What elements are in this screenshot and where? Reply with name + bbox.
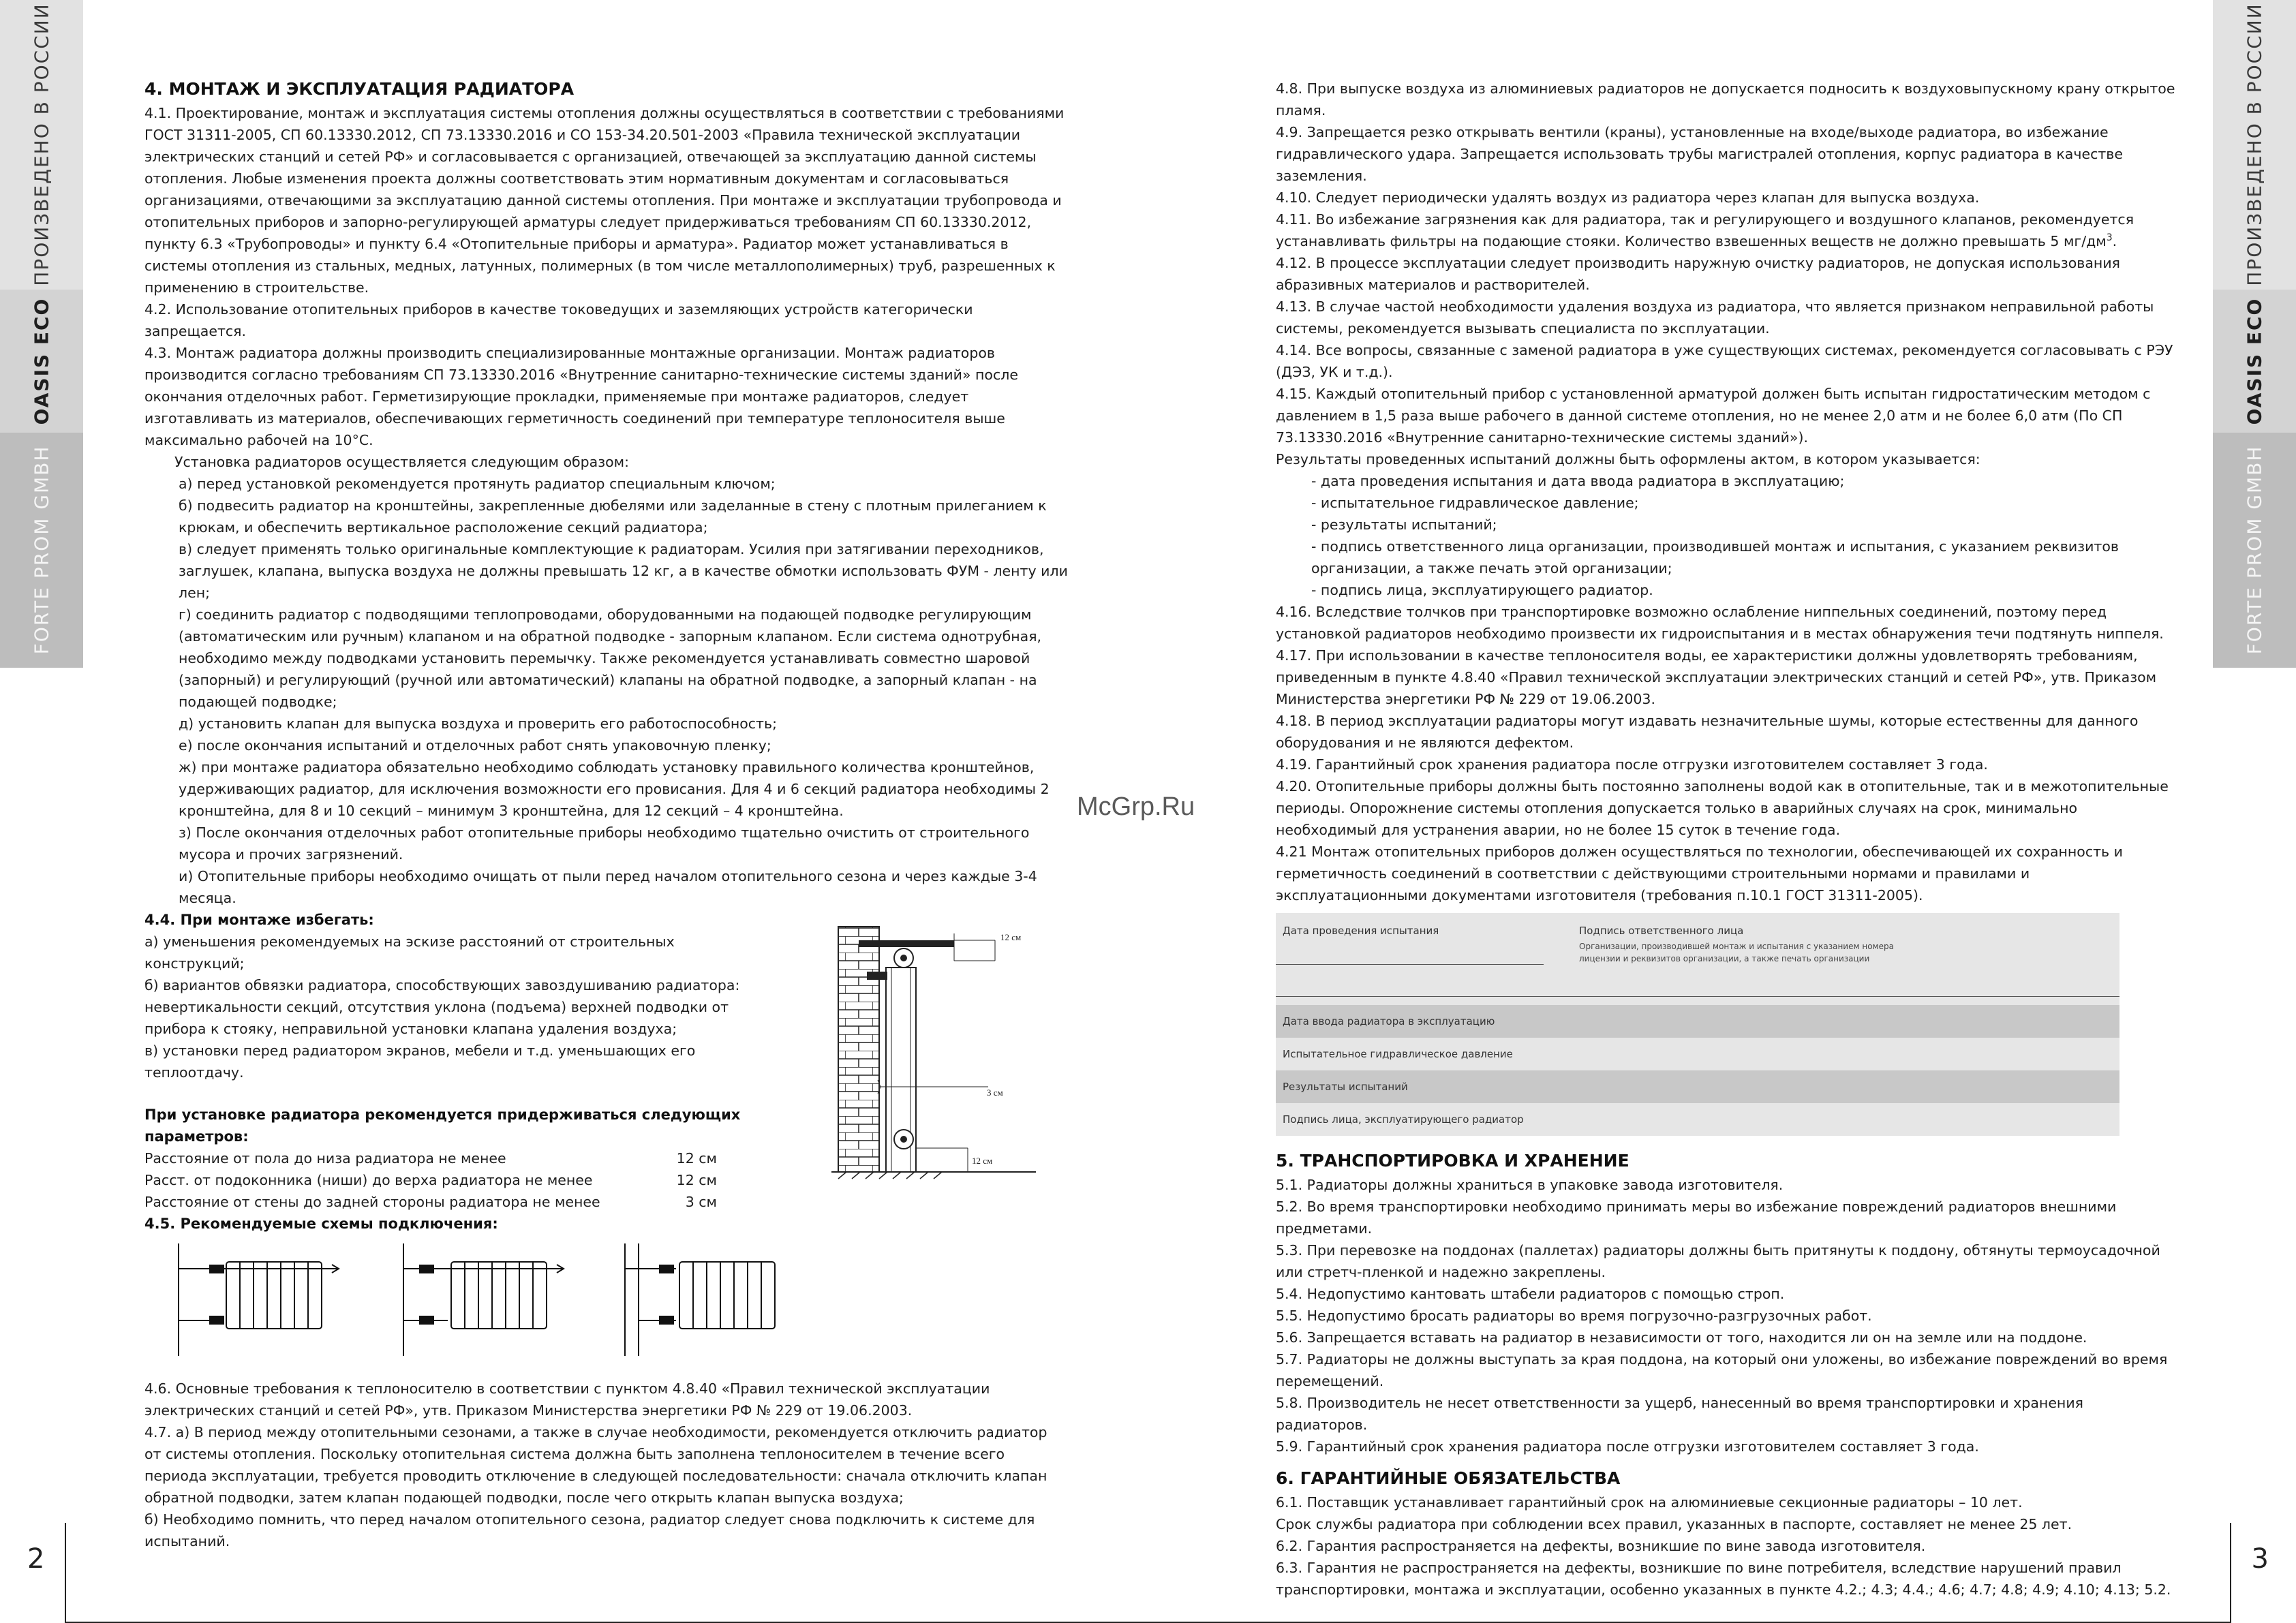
para-4-6: 4.6. Основные требования к теплоносителю в соответствии с пунктом 4.8.40 «Правил технической эксплуатации электрических станций и сетей РФ», утв. Приказом Министерства энергетики РФ № 229 от 19.06.2003.: [144, 1380, 990, 1419]
transport-item: 5.4. Недопустимо кантовать штабели радиаторов с помощью строп.: [1276, 1286, 1785, 1302]
warranty-item: 6.3. Гарантия не распространяется на дефекты, возникшие по вине потребителя, вследствие нарушений правил транспортировки, монтажа и эксплуатации, особенно указанных в пункте 4.2.; 4.3; 4.4.; 4.6; 4.7; 4.8; 4.9; 4.10; 4.13; 5.2.: [1276, 1560, 2171, 1598]
params-row: [144, 1191, 778, 1213]
params-table: [144, 1147, 778, 1213]
param-value: 3 см: [685, 1194, 717, 1210]
params-row: [144, 1147, 778, 1169]
para-4-19: 4.19. Гарантийный срок хранения радиатора после отгрузки изготовителем составляет 3 года.: [1276, 756, 1988, 773]
form-header: [1276, 913, 2119, 1005]
date-field-line: [1276, 964, 1544, 965]
install-step: ж) при монтаже радиатора обязательно необходимо соблюдать установку правильного количества кронштейнов, удерживающих радиатор, для исключения возможности его провисания. Для 4 и 6 секций радиатора необходимы 2 кронштейна, для 8 и 10 секций – минимум 3 кронштейна, для 12 секций – 4 кронштейна.: [179, 759, 1050, 819]
dim-label-bottom: 12 см: [972, 1156, 993, 1166]
section-4-4-title: 4.4. При монтаже избегать:: [144, 912, 374, 928]
transport-item: 5.6. Запрещается вставать на радиатор в независимости от того, находится ли он на земле или на поддоне.: [1276, 1329, 2087, 1346]
section-6-title: 6. ГАРАНТИЙНЫЕ ОБЯЗАТЕЛЬСТВА: [1276, 1468, 1621, 1488]
avoid-item: б) вариантов обвязки радиатора, способствующих завоздушиванию радиатора: невертикальности секций, отсутствия уклона (подъема) верхней подводки от прибора к стояку, неправильной установки клапана удаления воздуха;: [144, 977, 740, 1037]
results-item: - дата проведения испытания и дата ввода радиатора в эксплуатацию;: [1311, 473, 1845, 489]
test-date-label: Дата проведения испытания: [1283, 925, 1439, 937]
scheme-diagram-3: [622, 1240, 819, 1359]
warranty-item: 6.1. Поставщик устанавливает гарантийный срок на алюминиевые секционные радиаторы – 10 лет.: [1276, 1494, 2023, 1511]
wall: [838, 927, 879, 1172]
connection-schemes: [144, 1235, 1068, 1371]
install-step: и) Отопительные приборы необходимо очищать от пыли перед началом отопительного сезона и через каждые 3-4 месяца.: [179, 868, 1037, 906]
warranty-item: 6.2. Гарантия распространяется на дефекты, возникшие по вине завода изготовителя.: [1276, 1538, 1926, 1554]
form-row: Подпись лица, эксплуатирующего радиатор: [1276, 1103, 2119, 1136]
transport-item: 5.5. Недопустимо бросать радиаторы во время погрузочно-разгрузочных работ.: [1276, 1308, 1872, 1324]
signature-note: Организации, производившей монтаж и испытания с указанием номера лицензии и реквизитов организации, а также печать организации: [1579, 942, 1894, 963]
params-title: При установке радиатора рекомендуется придерживаться следующих параметров:: [144, 1107, 741, 1145]
signature-label: Подпись ответственного лица: [1579, 925, 1744, 937]
model-label: OASIS ECO: [2243, 297, 2266, 425]
page-number-right: 3: [2251, 1543, 2269, 1575]
para-4-10: 4.10. Следует периодически удалять воздух из радиатора через клапан для выпуска воздуха.: [1276, 189, 1980, 206]
side-tab-right: [2213, 0, 2296, 668]
page-number-left: 2: [27, 1543, 45, 1575]
avoid-item: в) установки перед радиатором экранов, мебели и т.д. уменьшающих его теплоотдачу.: [144, 1042, 696, 1081]
para-4-8: 4.8. При выпуске воздуха из алюминиевых радиаторов не допускается подносить к воздуховыпускному крану открытое пламя.: [1276, 80, 2175, 119]
made-in-label: ПРОИЗВЕДЕНО В РОССИИ: [30, 3, 53, 286]
param-label: Расст. от подоконника (ниши) до верха радиатора не менее: [144, 1172, 593, 1188]
watermark: McGrp.Ru: [1077, 792, 1195, 821]
section-5-title: 5. ТРАНСПОРТИРОВКА И ХРАНЕНИЕ: [1276, 1151, 1629, 1171]
para-4-7b: б) Необходимо помнить, что перед началом отопительного сезона, радиатор следует снова подключить к системе для испытаний.: [144, 1511, 1035, 1549]
warranty-item: Срок службы радиатора при соблюдении всех правил, указанных в паспорте, составляет не менее 25 лет.: [1276, 1516, 2072, 1532]
results-item: - результаты испытаний;: [1311, 516, 1497, 533]
side-tab-left: [0, 0, 83, 668]
transport-item: 5.2. Во время транспортировки необходимо принимать меры во избежание повреждений радиаторов внешними предметами.: [1276, 1199, 2117, 1237]
model-label: OASIS ECO: [30, 297, 53, 425]
test-record-form: [1276, 913, 2119, 1136]
params-row: [144, 1169, 778, 1191]
transport-item: 5.7. Радиаторы не должны выступать за края поддона, на который они уложены, во избежание повреждений во время перемещений.: [1276, 1351, 2168, 1389]
param-label: Расстояние от пола до низа радиатора не менее: [144, 1150, 506, 1166]
para-4-12: 4.12. В процессе эксплуатации следует производить наружную очистку радиаторов, не допуская использования абразивных материалов и растворителей.: [1276, 255, 2120, 293]
para-4-13: 4.13. В случае частой необходимости удаления воздуха из радиатора, что является признаком неправильной работы системы, рекомендуется вызывать специалиста по эксплуатации.: [1276, 298, 2154, 337]
form-row: Испытательное гидравлическое давление: [1276, 1038, 2119, 1070]
param-value: 12 см: [676, 1172, 717, 1188]
install-step: а) перед установкой рекомендуется протянуть радиатор специальным ключом;: [179, 476, 776, 492]
transport-item: 5.9. Гарантийный срок хранения радиатора после отгрузки изготовителем составляет 3 года.: [1276, 1438, 1979, 1455]
para-4-9: 4.9. Запрещается резко открывать вентили (краны), установленные на входе/выходе радиатора, во избежание гидравлического удара. Запрещается использовать трубы магистралей отопления, корпус радиатора в качестве заземления.: [1276, 124, 2123, 184]
param-label: Расстояние от стены до задней стороны радиатора не менее: [144, 1194, 600, 1210]
made-in-label: ПРОИЗВЕДЕНО В РОССИИ: [2243, 3, 2266, 286]
avoid-section: [144, 909, 778, 1235]
results-item: - подпись ответственного лица организации, производившей монтаж и испытания, с указанием реквизитов организации, а также печать этой организации;: [1311, 538, 2119, 576]
left-column: [144, 78, 1068, 1552]
avoid-item: а) уменьшения рекомендуемых на эскизе расстояний от строительных конструкций;: [144, 933, 675, 972]
form-row: Результаты испытаний: [1276, 1070, 2119, 1103]
para-4-7: 4.7. а) В период между отопительными сезонами, а также в случае необходимости, рекомендуется отключить радиатор от системы отопления. Поскольку отопительная система должна быть заполнена теплоносителем в течение всего периода эксплуатации, требуется проводить отключение в следующей последовательности: сначала отключить клапан обратной подводки, затем клапан подающей подводки, после чего открыть клапан выпуска воздуха;: [144, 1424, 1047, 1506]
transport-item: 5.3. При перевозке на поддонах (паллетах) радиаторы должны быть притянуты к поддону, обтянуты термоусадочной или стретч-пленкой и надежно закреплены.: [1276, 1242, 2160, 1280]
scheme-diagram-2: [400, 1240, 598, 1359]
install-step: в) следует применять только оригинальные комплектующие к радиаторам. Усилия при затягивании переходников, заглушек, клапана, выпуска воздуха не должны превышать 12 кг, а в качестве обмотки использовать ФУМ - ленту или лен;: [179, 541, 1068, 601]
para-4-1: 4.1. Проектирование, монтаж и эксплуатация системы отопления должны осуществляться в соответствии с требованиями ГОСТ 31311-2005, СП 60.13330.2012, СП 73.13330.2016 и СО 153-34.20.501-2003 «Правила технической эксплуатации электрических станций и сетей РФ» и согласовывается с организацией, отвечающей за эксплуатацию данной системы отопления. Любые изменения проекта должны соответствовать этим нормативным документам и согласовываться организациями, отвечающими за эксплуатацию данной системы отопления. При монтаже и эксплуатации трубопровода и отопительных приборов и запорно-регулирующей арматуры следует придерживаться требованиям СП 60.13330.2012, пункту 6.3 «Трубопроводы» и пункту 6.4 «Отопительные приборы и арматура». Радиатор может устанавливаться в системы отопления из стальных, медных, латунных, полимерных (в том числе металлополимерных) труб, разрешенных к применению в строительстве.: [144, 105, 1065, 296]
page-rule-vertical: [65, 1523, 66, 1623]
para-4-20: 4.20. Отопительные приборы должны быть постоянно заполнены водой как в отопительные, так и в межотопительные периоды. Опорожнение системы отопления допускается только в аварийных случаях на срок, минимально необходимый для устранения аварии, но не более 15 суток в течение года.: [1276, 778, 2169, 838]
install-step: д) установить клапан для выпуска воздуха и проверить его работоспособность;: [179, 715, 777, 732]
form-row: Дата ввода радиатора в эксплуатацию: [1276, 1005, 2119, 1038]
para-4-11: 4.11. Во избежание загрязнения как для радиатора, так и регулирующего и воздушного клапанов, рекомендуется устанавливать фильтры на подающие стояки. Количество взвешенных веществ не должно превышать 5 $мг/дм^3$.: [1276, 211, 2134, 249]
company-label: FORTE PROM GMBH: [30, 445, 53, 655]
install-step: з) После окончания отделочных работ отопительные приборы необходимо тщательно очистить от строительного мусора и прочих загрязнений.: [179, 824, 1030, 863]
dim-label-top: 12 см: [1000, 932, 1022, 942]
results-item: - подпись лица, эксплуатирующего радиатор.: [1311, 582, 1653, 598]
para-4-16: 4.16. Вследствие толчков при транспортировке возможно ослабление ниппельных соединений, поэтому перед установкой радиаторов необходимо произвести их гидроиспытания и в местах обнаружения течи подтянуть ниппеля.: [1276, 604, 2164, 642]
results-item: - испытательное гидравлическое давление;: [1311, 495, 1639, 511]
para-4-17: 4.17. При использовании в качестве теплоносителя воды, ее характеристики должны удовлетворять требованиям, приведенным в пункте 4.8.40 «Правил технической эксплуатации электрических станций и сетей РФ», утв. Приказом Министерства энергетики РФ № 229 от 19.06.2003.: [1276, 647, 2157, 707]
param-value: 12 см: [676, 1150, 717, 1166]
para-4-14: 4.14. Все вопросы, связанные с заменой радиатора в уже существующих системах, рекомендуется согласовывать с РЭУ (ДЭЗ, УК и т.д.).: [1276, 342, 2173, 380]
para-4-21: 4.21 Монтаж отопительных приборов должен осуществляться по технологии, обеспечивающей их сохранность и герметичность соединений в соответствии с действующими строительными нормами и правилами и эксплуатационными документами изготовителя (требования п.10.1 ГОСТ 31311-2005).: [1276, 844, 2123, 903]
bracket: [867, 972, 887, 980]
para-4-18: 4.18. В период эксплуатации радиаторы могут издавать незначительные шумы, которые естественны для данного оборудования и не являются дефектом.: [1276, 713, 2139, 751]
section-4-5-title: 4.5. Рекомендуемые схемы подключения:: [144, 1216, 498, 1232]
install-intro: Установка радиаторов осуществляется следующим образом:: [174, 454, 630, 470]
install-step: е) после окончания испытаний и отделочных работ снять упаковочную пленку;: [179, 737, 771, 754]
signature-field-line: [1276, 996, 2119, 997]
page-rule-vertical: [2230, 1523, 2231, 1623]
dim-label-mid: 3 см: [987, 1087, 1003, 1098]
company-label: FORTE PROM GMBH: [2243, 445, 2266, 655]
transport-item: 5.8. Производитель не несет ответственности за ущерб, нанесенный во время транспортировки и хранения радиаторов.: [1276, 1395, 2083, 1433]
results-intro: Результаты проведенных испытаний должны быть оформлены актом, в котором указывается:: [1276, 451, 1980, 467]
install-step: г) соединить радиатор с подводящими теплопроводами, оборудованными на подающей подводке регулирующим (автоматическим или ручным) клапаном и на обратной подводке - запорным клапаном. Если система однотрубная, необходимо между подводками установить перемычку. Также рекомендуется устанавливать совместно шаровой (запорный) и регулирующий (ручной или автоматический) клапаны на обратной подводке, а запорный клапан - на подающей подводке;: [179, 606, 1042, 710]
para-4-15: 4.15. Каждый отопительный прибор с установленной арматурой должен быть испытан гидростатическим методом с давлением в 1,5 раза выше рабочего в данной системе отопления, но не менее 2,0 атм и не более 6,0 атм (По СП 73.13330.2016 «Внутренние санитарно-технические системы зданий»).: [1276, 386, 2151, 446]
scheme-diagram-1: [175, 1240, 373, 1359]
para-4-2: 4.2. Использование отопительных приборов в качестве токоведущих и заземляющих устройств категорически запрещается.: [144, 301, 973, 339]
window-sill: [859, 940, 954, 947]
transport-item: 5.1. Радиаторы должны храниться в упаковке завода изготовителя.: [1276, 1177, 1784, 1193]
para-4-3: 4.3. Монтаж радиатора должны производить специализированные монтажные организации. Монтаж радиаторов производится согласно требованиям СП 73.13330.2016 «Внутренние санитарно-технические системы зданий» после окончания отделочных работ. Герметизирующие прокладки, применяемые при монтаже радиаторов, следует изготавливать из материалов, обеспечивающих герметичность соединений при температуре теплоносителя выше максимально рабочей на 10°С.: [144, 345, 1018, 448]
right-column: [1276, 78, 2179, 1601]
install-step: б) подвесить радиатор на кронштейны, закрепленные дюбелями или заделанные в стену с плотным прилеганием к крюкам, и обеспечить вертикальное расположение секций радиатора;: [179, 497, 1047, 536]
installation-sketch: [818, 920, 1043, 1199]
right-page: [1148, 0, 2296, 1623]
section-4-title: 4. МОНТАЖ И ЭКСПЛУАТАЦИЯ РАДИАТОРА: [144, 79, 575, 99]
